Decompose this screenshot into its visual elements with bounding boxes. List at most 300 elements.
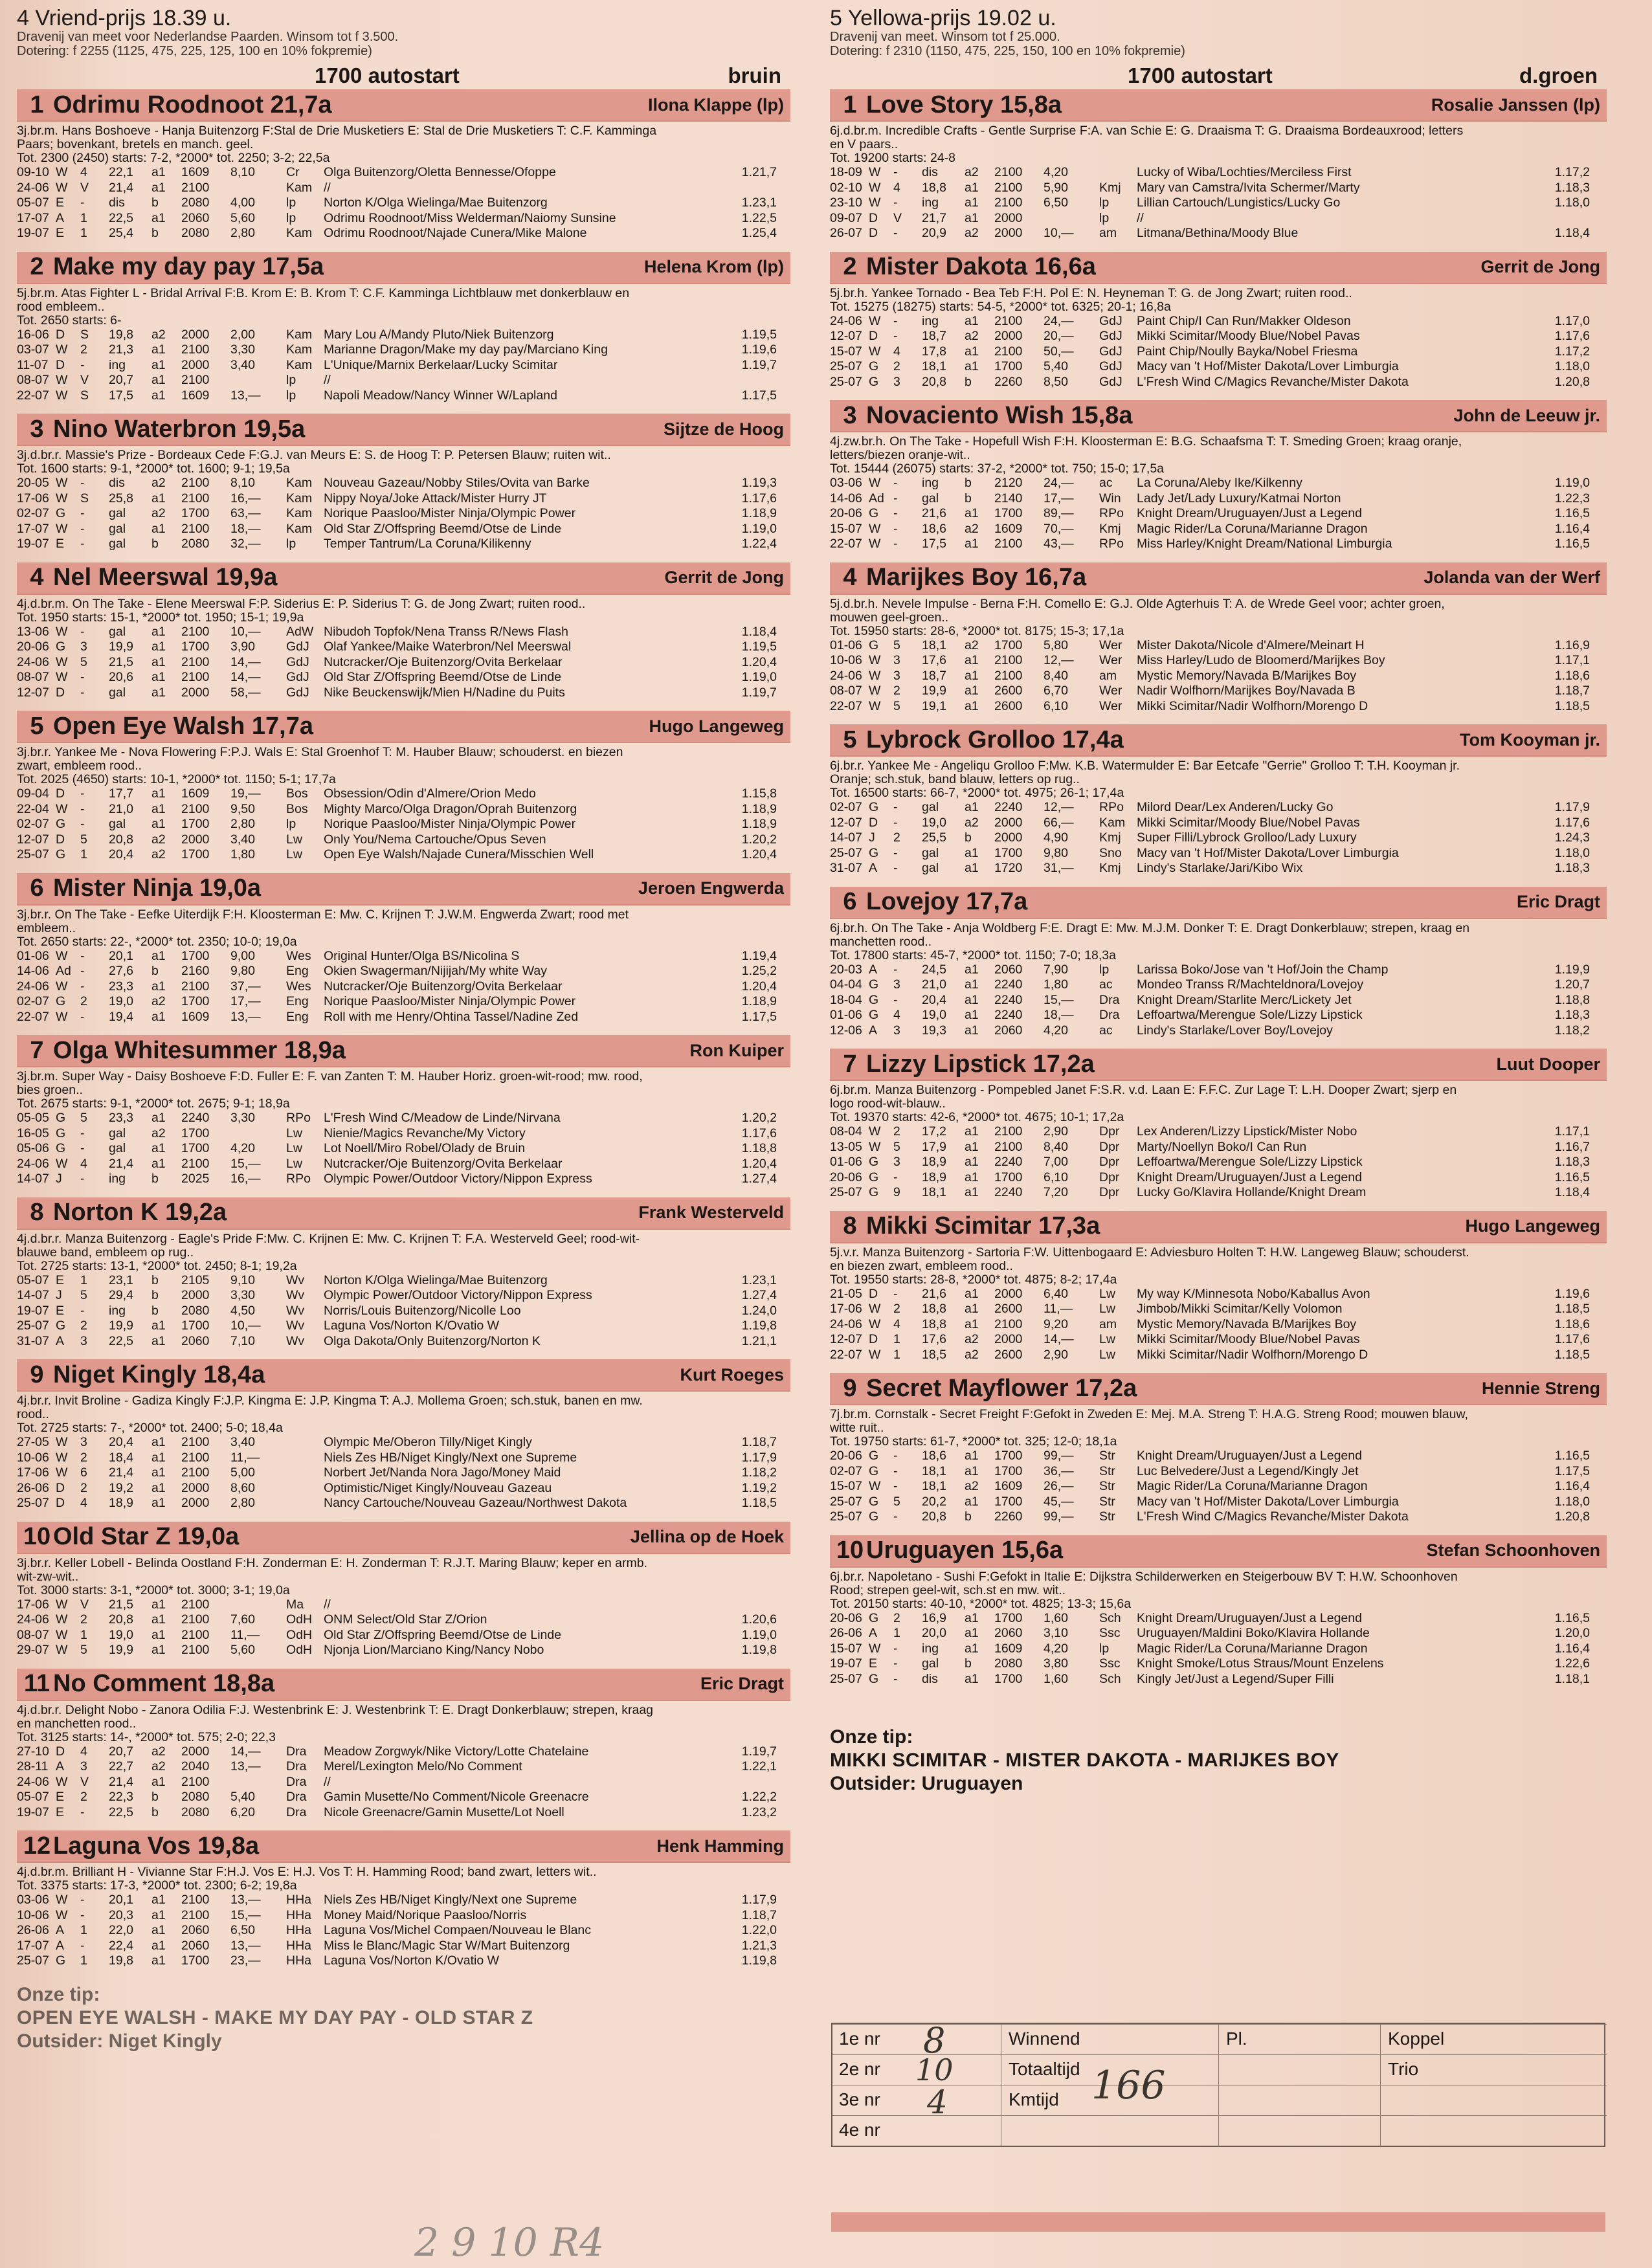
horse-totals: Tot. 19200 starts: 24-8 <box>830 151 956 165</box>
form-cell: E <box>56 226 65 240</box>
horse-colors: logo rood-wit-blauw.. <box>830 1097 946 1111</box>
form-cell: D <box>869 1332 878 1346</box>
form-cell: - <box>893 491 898 506</box>
form-cell: Nouveau Gazeau/Nobby Stiles/Ovita van Barke <box>324 476 590 490</box>
form-cell: 1.16,4 <box>1554 1641 1590 1656</box>
form-cell: 2100 <box>994 313 1023 328</box>
form-cell: 1609 <box>181 786 210 801</box>
form-cell: 99,— <box>1044 1449 1074 1463</box>
form-cell: Dra <box>286 1790 307 1804</box>
form-cell: 2240 <box>994 992 1023 1007</box>
form-cell: 2,90 <box>1044 1347 1068 1362</box>
form-cell: 1.18,5 <box>741 1496 777 1510</box>
form-cell: b <box>151 964 159 978</box>
form-row <box>830 1626 1607 1641</box>
form-cell: Old Star Z/Offspring Beemd/Otse de Linde <box>324 1627 562 1642</box>
form-cell: 21,6 <box>922 506 946 520</box>
form-row <box>17 1790 790 1805</box>
horse-totals: Tot. 3000 starts: 3-1, *2000* tot. 3000; 3-1; 19,0a <box>17 1583 290 1597</box>
form-cell: ac <box>1099 977 1113 992</box>
form-cell: 50,— <box>1044 344 1074 359</box>
form-row <box>17 1111 790 1126</box>
horse-form-table <box>17 1893 790 1969</box>
horse-pedigree: 3j.br.r. Keller Lobell - Belinda Oostland F:H. Zonderman E: H. Zonderman T: R.J.T. Maring Blauw; keper en armb. <box>17 1556 647 1570</box>
race-title: 4 Vriend-prijs 18.39 u. <box>17 6 232 30</box>
form-row <box>830 699 1607 715</box>
form-cell: a1 <box>965 506 979 520</box>
horse-name: Secret Mayflower 17,2a <box>866 1374 1137 1402</box>
form-cell: 1.16,5 <box>1554 1610 1590 1625</box>
form-cell: Str <box>1099 1479 1115 1493</box>
horse-header-bar <box>17 414 790 446</box>
form-cell: 19,0 <box>109 1627 133 1642</box>
form-row <box>17 964 790 979</box>
handwritten-kmtijd: 166 <box>1091 2063 1166 2108</box>
form-cell: 14-07 <box>830 830 862 845</box>
form-row <box>830 491 1607 507</box>
form-cell: Dra <box>1099 992 1120 1007</box>
form-row <box>17 1908 790 1924</box>
form-cell: Wes <box>286 979 311 994</box>
form-cell: 24-06 <box>17 1156 49 1171</box>
form-cell: b <box>151 1273 159 1287</box>
form-cell: 1.19,7 <box>741 685 777 700</box>
form-cell: - <box>893 800 898 814</box>
form-cell: 1,60 <box>1044 1610 1068 1625</box>
form-cell: W <box>869 521 881 536</box>
form-cell: 11,— <box>230 1627 260 1642</box>
form-cell: a1 <box>965 537 979 551</box>
form-cell: 2260 <box>994 374 1023 389</box>
form-cell: 1.20,4 <box>741 979 777 994</box>
form-cell: 2000 <box>181 832 210 847</box>
horse-header-bar <box>17 873 790 906</box>
form-cell: 24-06 <box>17 1612 49 1627</box>
form-row <box>830 537 1607 552</box>
form-cell: 1,80 <box>1044 977 1068 992</box>
race-purse: Dotering: f 2255 (1125, 475, 225, 125, 100 en 10% fokpremie) <box>17 44 372 58</box>
horse-form-table <box>17 165 790 241</box>
form-cell: 2 <box>80 994 87 1008</box>
form-cell: 2600 <box>994 1302 1023 1316</box>
form-cell: 2100 <box>994 668 1023 683</box>
form-cell: a2 <box>151 476 166 490</box>
form-cell: - <box>893 329 898 343</box>
tip-heading: Onze tip: <box>17 1983 100 2005</box>
horse-header-bar <box>17 1197 790 1230</box>
form-cell: 15-07 <box>830 1479 862 1493</box>
form-cell: 1.17,6 <box>741 1126 777 1140</box>
form-cell: Bos <box>286 786 308 801</box>
form-row <box>830 359 1607 375</box>
form-cell: 2060 <box>181 1333 210 1348</box>
form-cell: Str <box>1099 1449 1115 1463</box>
form-cell: 2240 <box>994 800 1023 814</box>
form-cell: 08-07 <box>17 670 49 684</box>
form-cell: 1.22,1 <box>741 1759 777 1773</box>
form-cell: 6,40 <box>1044 1286 1068 1301</box>
form-cell: Magic Rider/La Coruna/Marianne Dragon <box>1137 1479 1368 1493</box>
form-cell: 1.19,6 <box>741 342 777 357</box>
form-cell: - <box>80 670 85 684</box>
form-cell: 20-06 <box>830 1610 862 1625</box>
form-cell: 1700 <box>181 948 210 963</box>
form-row <box>17 328 790 343</box>
form-row <box>17 1805 790 1821</box>
form-cell: 19,9 <box>109 639 133 654</box>
form-cell: a1 <box>151 388 166 403</box>
form-cell: 2240 <box>994 1185 1023 1199</box>
form-cell: HHa <box>286 1923 312 1937</box>
form-cell: Ma <box>286 1597 304 1612</box>
form-cell: Meadow Zorgwyk/Nike Victory/Lotte Chatelaine <box>324 1744 589 1759</box>
form-cell: D <box>56 1480 65 1495</box>
form-row <box>17 1172 790 1187</box>
form-cell: 4,00 <box>230 195 255 210</box>
horse-entry <box>17 711 790 863</box>
horse-title <box>21 1037 346 1065</box>
form-cell: Norbert Jet/Nanda Nora Jago/Money Maid <box>324 1465 561 1480</box>
form-cell: 19,0 <box>922 815 946 830</box>
form-cell: 2000 <box>994 1332 1023 1346</box>
form-cell: 15-07 <box>830 344 862 359</box>
form-cell: 02-07 <box>17 506 49 520</box>
form-cell: a1 <box>965 1023 979 1038</box>
form-cell: 13,— <box>230 1893 261 1907</box>
form-cell: 22-07 <box>830 537 862 551</box>
form-cell: 1.16,4 <box>1554 521 1590 536</box>
form-cell: lp <box>286 210 296 225</box>
horse-colors: rood embleem.. <box>17 300 105 314</box>
horse-driver: John de Leeuw jr. <box>1453 405 1600 425</box>
form-cell: 21,6 <box>922 1286 946 1301</box>
horse-colors: manchetten rood.. <box>830 935 932 949</box>
form-cell: 1 <box>893 1626 900 1640</box>
form-cell: b <box>151 226 159 240</box>
form-cell: G <box>869 506 879 520</box>
form-cell: 2080 <box>181 1303 210 1318</box>
form-cell: 20,6 <box>109 670 133 684</box>
form-cell: a1 <box>151 521 166 536</box>
form-cell: 1.24,3 <box>1554 830 1590 845</box>
horse-header-bar <box>17 1522 790 1554</box>
form-cell: G <box>869 638 879 652</box>
form-row <box>830 684 1607 699</box>
form-row <box>17 639 790 655</box>
form-row <box>830 375 1607 390</box>
form-cell: Mystic Memory/Navada B/Marijkes Boy <box>1137 1317 1357 1331</box>
form-cell: 1.19,0 <box>741 521 777 536</box>
form-cell: - <box>893 1656 898 1671</box>
form-cell: 20,9 <box>922 226 946 240</box>
horse-header-bar <box>830 1211 1607 1243</box>
form-cell: 18,5 <box>922 1347 946 1362</box>
form-cell: 17-06 <box>830 1302 862 1316</box>
form-cell: 21,4 <box>109 1465 133 1480</box>
form-cell: 2000 <box>181 1744 210 1759</box>
form-row <box>17 211 790 227</box>
form-cell: Mystic Memory/Navada B/Marijkes Boy <box>1137 668 1357 683</box>
form-cell: 19,9 <box>109 1643 133 1657</box>
form-cell: 2040 <box>181 1759 210 1773</box>
form-cell: Olga Dakota/Only Buitenzorg/Norton K <box>324 1333 541 1348</box>
form-cell: gal <box>109 817 126 831</box>
form-cell: E <box>56 195 65 210</box>
horse-totals: Tot. 19750 starts: 61-7, *2000* tot. 325; 12-0; 18,1a <box>830 1434 1117 1449</box>
form-cell: 7,10 <box>230 1333 255 1348</box>
form-cell: G <box>56 817 66 831</box>
form-cell: a1 <box>965 1124 979 1139</box>
form-cell: 2100 <box>181 1774 210 1789</box>
form-cell: 1609 <box>994 1641 1023 1656</box>
horse-number: 4 <box>30 564 44 591</box>
form-cell: 4 <box>893 1008 900 1022</box>
horse-title <box>834 1212 1100 1240</box>
form-cell: W <box>56 1907 68 1922</box>
form-cell: 2 <box>80 1790 87 1804</box>
form-row <box>830 1656 1607 1672</box>
form-cell: 24-06 <box>830 668 862 683</box>
form-cell: lp <box>1099 962 1110 977</box>
form-row <box>830 1641 1607 1657</box>
form-cell: 17-07 <box>17 1938 49 1953</box>
form-cell: G <box>869 992 879 1007</box>
form-row <box>830 993 1607 1008</box>
form-cell: Paint Chip/Noully Bayka/Nobel Friesma <box>1137 344 1358 359</box>
form-row <box>17 1496 790 1511</box>
form-cell: J <box>56 1288 62 1302</box>
horse-entry <box>17 252 790 404</box>
form-cell: W <box>56 1643 68 1657</box>
race-4-header <box>17 6 790 87</box>
form-cell: - <box>80 1172 85 1186</box>
form-cell: 26-06 <box>17 1923 49 1937</box>
form-cell: 8,10 <box>230 165 255 179</box>
form-cell: a1 <box>151 979 166 994</box>
form-cell: 9,10 <box>230 1273 255 1287</box>
form-cell: lp <box>1099 210 1110 225</box>
form-cell: G <box>56 639 66 654</box>
horse-colors: blauwe band, embleem op rug.. <box>17 1245 194 1260</box>
form-cell: a2 <box>965 329 979 343</box>
horse-totals: Tot. 15444 (26075) starts: 37-2, *2000* tot. 750; 15-0; 17,5a <box>830 461 1165 476</box>
form-cell: AdW <box>286 624 314 639</box>
form-cell: 18,6 <box>922 521 946 536</box>
form-cell: - <box>80 506 85 520</box>
form-cell: 17-07 <box>17 521 49 536</box>
form-row <box>17 1597 790 1613</box>
form-cell: Lucky of Wiba/Lochties/Merciless First <box>1137 165 1352 179</box>
form-cell: 18,9 <box>109 1496 133 1510</box>
form-cell: 19,4 <box>109 1009 133 1024</box>
form-cell <box>712 181 777 196</box>
horse-totals: Tot. 16500 starts: 66-7, *2000* tot. 4975; 26-1; 17,4a <box>830 786 1124 800</box>
form-cell: ac <box>1099 476 1113 490</box>
form-cell: 1.19,7 <box>741 357 777 372</box>
horse-name: Old Star Z 19,0a <box>53 1523 240 1550</box>
form-cell: 5 <box>80 1288 87 1302</box>
horse-header-bar <box>830 400 1607 432</box>
horse-name: Nel Meerswal 19,9a <box>53 564 278 591</box>
form-cell: 23,— <box>230 1953 261 1968</box>
form-cell: a1 <box>965 344 979 359</box>
horse-title <box>834 888 1027 916</box>
form-row <box>830 329 1607 344</box>
form-cell: Laguna Vos/Norton K/Ovatio W <box>324 1318 499 1333</box>
form-cell: Lucky Go/Klavira Hollande/Knight Dream <box>1137 1185 1367 1199</box>
form-cell: Dpr <box>1099 1124 1120 1139</box>
form-cell: 1.18,3 <box>1554 180 1590 195</box>
form-cell: Kam <box>286 506 313 520</box>
form-cell: 20,4 <box>109 1435 133 1449</box>
form-cell: 7,00 <box>1044 1155 1068 1169</box>
horse-form-table <box>830 800 1607 876</box>
form-row <box>17 1481 790 1496</box>
horse-pedigree: 3j.br.r. Yankee Me - Nova Flowering F:P.J. Wals E: Stal Groenhof T: M. Hauber Blauw; schouderst. en biezen <box>17 746 623 759</box>
form-cell: D <box>56 685 65 700</box>
form-cell: Njonja Lion/Marciano King/Nancy Nobo <box>324 1643 544 1657</box>
form-cell: V <box>80 180 89 195</box>
form-cell: a2 <box>965 638 979 652</box>
form-row <box>830 226 1607 241</box>
form-cell: 3,90 <box>230 639 255 654</box>
form-cell: gal <box>109 685 126 700</box>
form-cell: 1.16,5 <box>1554 537 1590 551</box>
form-cell: 17,5 <box>109 388 133 403</box>
form-cell: A <box>869 861 878 875</box>
form-row <box>830 522 1607 537</box>
horse-entry <box>830 1535 1607 1687</box>
form-cell: 09-07 <box>830 210 862 225</box>
form-cell: W <box>869 1479 881 1493</box>
form-cell: 31,— <box>1044 861 1074 875</box>
form-cell: ing <box>922 313 939 328</box>
form-cell: 1.21,1 <box>741 1333 777 1348</box>
form-cell: 1.17,1 <box>1554 653 1590 667</box>
form-cell: Odrimu Roodnoot/Najade Cunera/Mike Malone <box>324 226 587 240</box>
form-cell: G <box>56 1141 66 1155</box>
form-cell: D <box>869 210 878 225</box>
form-cell: Dpr <box>1099 1139 1120 1154</box>
form-cell: GdJ <box>1099 313 1122 328</box>
form-cell: 24-06 <box>17 654 49 669</box>
form-cell: a1 <box>151 1009 166 1024</box>
horse-colors: letters/biezen oranje-wit.. <box>830 449 970 462</box>
form-cell: // <box>324 373 331 387</box>
form-cell: Dra <box>286 1805 307 1819</box>
form-cell: 2100 <box>994 165 1023 179</box>
form-row <box>17 1953 790 1969</box>
form-cell: a1 <box>965 359 979 373</box>
form-cell: Lindy's Starlake/Jari/Kibo Wix <box>1137 861 1303 875</box>
race-color: bruin <box>728 63 781 87</box>
form-cell: a1 <box>965 1449 979 1463</box>
form-cell: 1700 <box>994 1449 1023 1463</box>
horse-title <box>21 564 277 592</box>
form-cell: a1 <box>151 624 166 639</box>
form-cell: Mikki Scimitar/Moody Blue/Nobel Pavas <box>1137 1332 1360 1346</box>
horse-header-bar <box>830 724 1607 757</box>
form-cell: 20,2 <box>922 1494 946 1509</box>
form-cell: Niels Zes HB/Niget Kingly/Next one Supreme <box>324 1893 577 1907</box>
form-cell: Mikki Scimitar/Moody Blue/Nobel Pavas <box>1137 329 1360 343</box>
form-cell: 08-04 <box>830 1124 862 1139</box>
form-row <box>17 625 790 640</box>
form-cell: 10,— <box>230 1318 261 1333</box>
horse-form-table <box>830 638 1607 715</box>
form-cell: 1.18,5 <box>1554 1347 1590 1362</box>
form-cell: 1700 <box>994 638 1023 652</box>
form-cell <box>286 1435 324 1451</box>
form-cell: 10-06 <box>17 1450 49 1465</box>
form-cell: 05-07 <box>17 1790 49 1804</box>
form-cell: Str <box>1099 1463 1115 1478</box>
form-cell: Jimbob/Mikki Scimitar/Kelly Volomon <box>1137 1302 1343 1316</box>
form-cell: b <box>151 1172 159 1186</box>
form-cell: GdJ <box>286 685 309 700</box>
form-cell: 3,40 <box>230 1435 255 1449</box>
form-cell: - <box>893 845 898 860</box>
horse-pedigree: 3j.br.m. Hans Boshoeve - Hanja Buitenzorg F:Stal de Drie Musketiers E: Stal de Drie Musketiers T: C.F. Kamminga <box>17 124 657 138</box>
horse-totals: Tot. 19550 starts: 28-8, *2000* tot. 4875; 8-2; 17,4a <box>830 1272 1117 1287</box>
form-cell: G <box>56 1953 66 1968</box>
form-cell: a1 <box>151 1111 166 1125</box>
form-cell: 20,0 <box>922 1626 946 1640</box>
form-cell: RPo <box>286 1172 311 1186</box>
form-cell: a2 <box>151 847 166 862</box>
form-cell: - <box>893 992 898 1007</box>
horse-driver: Hugo Langeweg <box>649 716 784 736</box>
form-cell: 15,— <box>1044 992 1074 1007</box>
form-cell: W <box>56 1156 68 1171</box>
form-cell: 05-06 <box>17 1141 49 1155</box>
form-cell: 4,20 <box>230 1141 255 1155</box>
form-cell: 4 <box>80 1156 87 1171</box>
form-cell: - <box>80 1141 85 1155</box>
form-cell: 2100 <box>181 491 210 506</box>
form-cell: a1 <box>965 845 979 860</box>
form-cell: - <box>893 1509 898 1524</box>
form-cell <box>230 1126 286 1142</box>
form-cell: 02-07 <box>830 800 862 814</box>
race-5-header <box>830 6 1607 87</box>
form-cell: D <box>869 329 878 343</box>
result-label-koppel: Koppel <box>1388 2029 1445 2049</box>
form-cell: 25-07 <box>830 845 862 860</box>
form-cell: 1.20,6 <box>741 1612 777 1627</box>
form-cell: 4,20 <box>1044 1023 1068 1038</box>
form-cell: W <box>56 624 68 639</box>
form-cell: a1 <box>965 1139 979 1154</box>
horse-colors: bies groen.. <box>17 1084 83 1097</box>
form-cell: 2,80 <box>230 226 255 240</box>
form-cell: 2 <box>893 359 900 373</box>
form-cell: 45,— <box>1044 1494 1074 1509</box>
horse-title <box>834 402 1132 430</box>
form-cell: lp <box>286 373 296 387</box>
form-cell: 3,80 <box>1044 1656 1068 1671</box>
form-cell: W <box>56 670 68 684</box>
form-cell <box>1099 165 1137 181</box>
form-cell: 6,50 <box>230 1923 255 1937</box>
horse-entry <box>17 1359 790 1511</box>
form-cell: 1.17,9 <box>741 1893 777 1907</box>
form-cell: a1 <box>965 1610 979 1625</box>
form-cell: 11,— <box>230 1450 260 1465</box>
form-cell: 19-07 <box>17 1805 49 1819</box>
form-cell: a1 <box>151 373 166 387</box>
form-cell: - <box>893 1286 898 1301</box>
